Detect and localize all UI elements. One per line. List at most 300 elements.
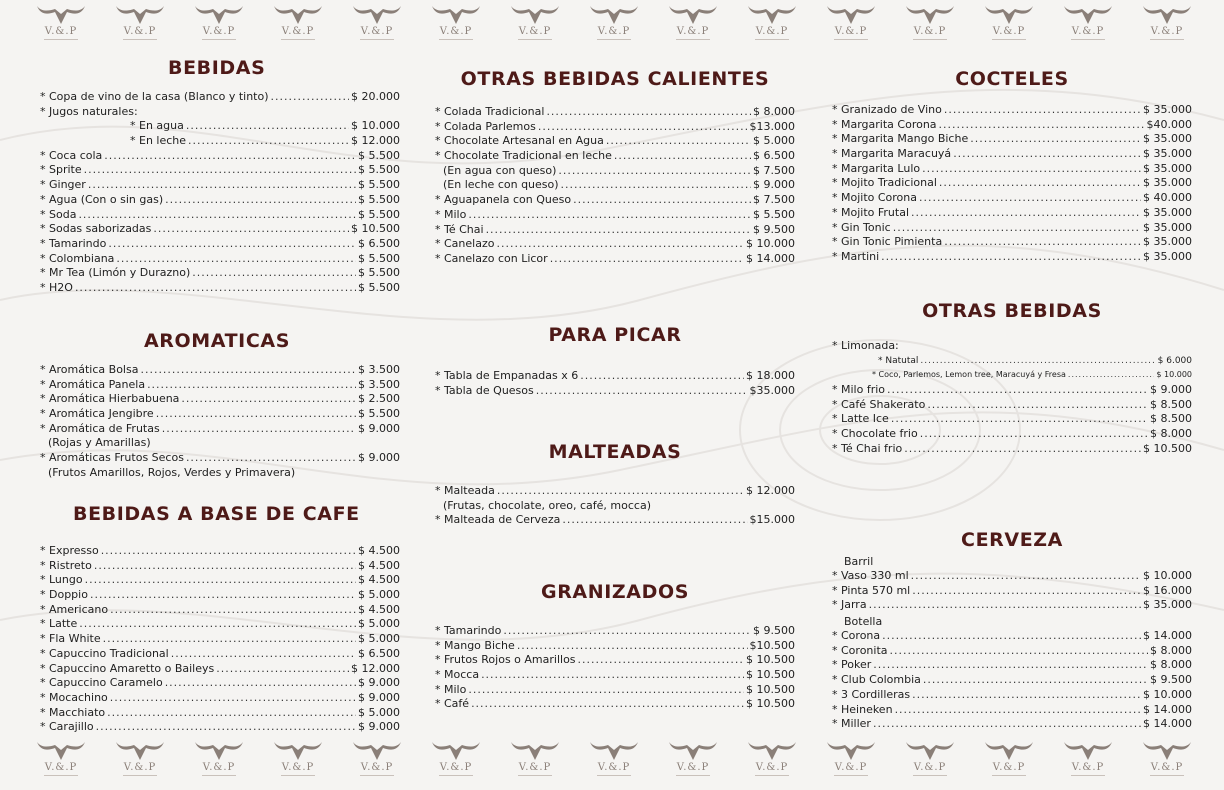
item-name: * Heineken <box>832 702 893 716</box>
item-name: * Coronita <box>832 643 888 657</box>
menu-item <box>40 617 400 632</box>
menu-item <box>435 178 795 193</box>
dot-leader <box>481 668 744 683</box>
dot-leader <box>192 266 356 281</box>
dot-leader <box>538 120 748 135</box>
dot-leader <box>517 639 748 654</box>
bull-horns-icon <box>430 738 482 762</box>
menu-item <box>435 208 795 223</box>
logo-tagline-line <box>1071 775 1105 776</box>
dot-leader <box>912 584 1141 599</box>
dot-leader <box>110 691 356 706</box>
dot-leader <box>75 281 356 296</box>
item-name: * Mocca <box>435 668 480 682</box>
dot-leader <box>923 673 1148 688</box>
dot-leader <box>181 392 356 407</box>
item-price: $ 12.000 <box>746 484 795 497</box>
menu-item <box>435 484 795 499</box>
item-name: * Sprite <box>40 163 82 177</box>
item-name: * Jarra <box>832 598 867 612</box>
logo-text: V.&.P <box>281 762 315 773</box>
logo-text: V.&.P <box>1150 26 1184 37</box>
bull-horns-icon <box>1062 2 1114 26</box>
menu-item <box>832 398 1192 413</box>
dot-leader <box>573 193 751 208</box>
menu-item <box>832 658 1192 673</box>
dot-leader <box>944 103 1141 118</box>
item-name: (En agua con queso) <box>443 163 557 177</box>
item-price: $ 8.000 <box>1150 658 1192 672</box>
section-title: PARA PICAR <box>548 324 682 346</box>
menu-item <box>832 176 1192 191</box>
item-price: $ 14.000 <box>1143 702 1192 716</box>
dot-leader <box>497 484 744 499</box>
logo-tagline-line <box>123 775 157 776</box>
dot-leader <box>912 688 1141 703</box>
menu-item <box>40 163 400 178</box>
logo-text: V.&.P <box>597 26 631 37</box>
dot-leader <box>156 407 356 422</box>
dot-leader <box>895 703 1141 718</box>
menu-item <box>40 720 400 735</box>
menu-item <box>435 653 795 668</box>
logo-tagline-line <box>1150 39 1184 40</box>
logo-text: V.&.P <box>439 762 473 773</box>
item-name: * Sodas saborizadas <box>40 222 152 236</box>
logo-tagline-line <box>834 39 868 40</box>
menu-item <box>435 369 795 384</box>
dot-leader <box>561 178 751 193</box>
menu-column-3 <box>832 52 1192 740</box>
dot-leader <box>107 706 356 721</box>
item-name: * Chocolate frio <box>832 427 918 441</box>
item-price: $ 8.000 <box>753 105 795 118</box>
item-price: $10.500 <box>749 638 795 652</box>
logo-text: V.&.P <box>123 762 157 773</box>
dot-leader <box>578 653 744 668</box>
bull-logo <box>189 738 249 784</box>
item-price: $ 6.500 <box>753 149 795 163</box>
item-name: * Capuccino Caramelo <box>40 676 163 690</box>
bull-horns-icon <box>193 2 245 26</box>
menu-item <box>435 668 795 683</box>
bull-logo <box>1137 738 1197 784</box>
dot-leader <box>165 193 356 208</box>
logo-text: V.&.P <box>518 26 552 37</box>
item-price: $ 10.500 <box>746 653 795 667</box>
menu-item <box>832 688 1192 703</box>
bull-horns-icon <box>667 738 719 762</box>
menu-item <box>435 384 795 399</box>
dot-leader <box>84 163 356 178</box>
menu-item <box>832 250 1192 265</box>
item-name: * En agua <box>130 119 184 133</box>
logo-tagline-line <box>755 775 789 776</box>
menu-item <box>435 683 795 698</box>
item-price: $ 10.500 <box>746 668 795 682</box>
item-price: $ 5.500 <box>358 207 400 221</box>
item-price: $ 10.000 <box>746 237 795 251</box>
bull-logo <box>505 2 565 48</box>
item-name: * Soda <box>40 207 77 221</box>
bull-logo <box>347 738 407 784</box>
menu-column-1 <box>40 52 400 740</box>
menu-item <box>40 662 400 677</box>
section-cocteles <box>832 67 1192 265</box>
bull-logo <box>1058 2 1118 48</box>
dot-leader <box>890 644 1149 659</box>
dot-leader <box>271 90 350 105</box>
menu-item <box>40 392 400 407</box>
bull-logo <box>31 2 91 48</box>
menu-item <box>435 149 795 164</box>
item-list <box>832 339 1192 457</box>
dot-leader <box>558 164 751 179</box>
dot-leader <box>922 162 1141 177</box>
logo-tagline-line <box>597 39 631 40</box>
item-name: * 3 Cordilleras <box>832 687 911 701</box>
menu-item <box>832 569 1192 584</box>
logo-text: V.&.P <box>1071 762 1105 773</box>
item-name: * Poker <box>832 658 872 672</box>
menu-item <box>435 193 795 208</box>
menu-item <box>832 427 1192 442</box>
logo-text: V.&.P <box>755 26 789 37</box>
item-price: $ 5.500 <box>358 163 400 177</box>
section-title: COCTELES <box>955 68 1069 90</box>
logo-text: V.&.P <box>755 762 789 773</box>
menu-item <box>832 703 1192 718</box>
item-name: * Aromática de Frutas <box>40 421 160 435</box>
item-name: * H2O <box>40 280 73 294</box>
bull-horns-icon <box>1141 2 1193 26</box>
dot-leader <box>147 378 356 393</box>
menu-item <box>832 717 1192 732</box>
bull-logo <box>900 738 960 784</box>
item-name: * Expresso <box>40 544 99 557</box>
menu-item <box>832 132 1192 147</box>
item-name: * Macchiato <box>40 705 106 719</box>
logo-text: V.&.P <box>597 762 631 773</box>
item-name: * Aromática Hierbabuena <box>40 392 180 406</box>
logo-tagline-line <box>676 39 710 40</box>
item-name: * Capuccino Amaretto o Baileys <box>40 661 215 675</box>
item-name: * Fla White <box>40 632 101 646</box>
item-name: * Copa de vino de la casa (Blanco y tinto) <box>40 90 269 103</box>
bull-logo <box>268 738 328 784</box>
item-name: * Ginger <box>40 178 86 192</box>
item-name: * Coca cola <box>40 148 103 162</box>
item-name: * Colada Tradicional <box>435 105 545 118</box>
section-title: GRANIZADOS <box>541 581 689 603</box>
bull-horns-icon <box>509 2 561 26</box>
bull-horns-icon <box>272 2 324 26</box>
logo-tagline-line <box>202 775 236 776</box>
dot-leader <box>186 119 349 134</box>
dot-leader <box>536 384 748 399</box>
item-list <box>435 369 795 398</box>
logo-text: V.&.P <box>439 26 473 37</box>
bull-horns-icon <box>114 738 166 762</box>
logo-tagline-line <box>281 39 315 40</box>
logo-tagline-line <box>834 775 868 776</box>
bull-logo <box>742 2 802 48</box>
dot-leader <box>887 383 1148 398</box>
dot-leader <box>882 629 1141 644</box>
item-price: $ 6.000 <box>1157 355 1192 366</box>
menu-item <box>40 237 400 252</box>
dot-leader <box>970 132 1141 147</box>
bull-logo <box>979 738 1039 784</box>
bull-horns-icon <box>904 738 956 762</box>
menu-item <box>40 573 400 588</box>
logo-tagline-line <box>676 775 710 776</box>
item-name: * Carajillo <box>40 720 94 734</box>
item-price: $ 10.500 <box>1143 441 1192 455</box>
menu-item <box>40 90 400 105</box>
item-name: * Jugos naturales: <box>40 104 138 118</box>
item-name: * Aromática Bolsa <box>40 363 139 376</box>
logo-text: V.&.P <box>123 26 157 37</box>
item-name: * Latte Ice <box>832 412 889 426</box>
menu-item <box>40 266 400 281</box>
dot-leader <box>927 398 1148 413</box>
item-name: * Gin Tonic Pimienta <box>832 235 943 249</box>
bull-horns-icon <box>272 738 324 762</box>
logo-text: V.&.P <box>202 26 236 37</box>
item-price: $ 5.500 <box>358 148 400 162</box>
item-price: $ 10.500 <box>351 222 400 236</box>
menu-item <box>40 706 400 721</box>
dot-leader <box>471 697 744 712</box>
bull-logo <box>347 2 407 48</box>
logo-text: V.&.P <box>834 26 868 37</box>
section-aromaticas <box>40 329 400 481</box>
section-title: BEBIDAS A BASE DE CAFE <box>73 503 360 525</box>
menu-item <box>435 223 795 238</box>
bull-horns-icon <box>667 2 719 26</box>
item-name: * Capuccino Tradicional <box>40 646 169 660</box>
item-price: $ 6.500 <box>358 236 400 250</box>
menu-item <box>40 119 400 134</box>
item-name: * Chocolate Tradicional en leche <box>435 149 612 163</box>
dot-leader <box>893 221 1141 236</box>
menu-item <box>40 193 400 208</box>
bull-horns-icon <box>509 738 561 762</box>
dot-leader <box>90 588 356 603</box>
item-name: * Café Shakerato <box>832 397 926 411</box>
dot-leader <box>873 717 1141 732</box>
bull-logo <box>110 2 170 48</box>
item-name: * Mr Tea (Limón y Durazno) <box>40 266 191 280</box>
dot-leader <box>101 544 356 559</box>
item-price: $ 6.500 <box>358 646 400 660</box>
logo-text: V.&.P <box>44 762 78 773</box>
menu-item <box>40 149 400 164</box>
menu-item <box>40 105 400 120</box>
section-otras-bebidas-calientes <box>435 67 795 267</box>
item-name: * Tamarindo <box>40 236 107 250</box>
item-price: $ 12.000 <box>351 134 400 148</box>
item-name: * Aromática Panela <box>40 377 146 391</box>
bull-logo <box>663 738 723 784</box>
menu-item <box>832 235 1192 250</box>
item-name: * Mocachino <box>40 690 108 704</box>
item-price: $ 9.500 <box>753 624 795 637</box>
section-title: AROMATICAS <box>144 330 290 352</box>
item-name: * Tamarindo <box>435 624 502 637</box>
menu-item <box>435 624 795 639</box>
item-name: * Mango Biche <box>435 638 515 652</box>
logo-text: V.&.P <box>44 26 78 37</box>
item-price: $ 12.000 <box>351 661 400 675</box>
item-list <box>832 103 1192 265</box>
menu-item <box>40 222 400 237</box>
item-price: $ 8.000 <box>1150 643 1192 657</box>
dot-leader <box>920 354 1155 369</box>
dot-leader <box>165 676 356 691</box>
menu-item <box>40 451 400 466</box>
menu-item <box>832 598 1192 613</box>
item-price: $ 8.000 <box>1150 427 1192 441</box>
bull-logo <box>31 738 91 784</box>
menu-item <box>832 629 1192 644</box>
dot-leader <box>562 513 747 528</box>
item-name: * Milo <box>435 207 467 221</box>
item-name: * Aromática Jengibre <box>40 407 154 421</box>
bull-logo <box>426 738 486 784</box>
item-name: * Milo <box>435 682 467 696</box>
item-note: (Frutos Amarillos, Rojos, Verdes y Primavera) <box>48 465 296 479</box>
item-name: * Coco, Parlemos, Lemon tree, Maracuyá y Fresa <box>872 370 1066 380</box>
dot-leader <box>873 658 1148 673</box>
dot-leader <box>78 208 356 223</box>
item-price: $ 35.000 <box>1143 147 1192 161</box>
item-name: * Té Chai <box>435 222 484 236</box>
menu-item <box>832 221 1192 236</box>
bull-horns-icon <box>588 2 640 26</box>
menu-item <box>40 691 400 706</box>
item-name: * Milo frio <box>832 383 886 397</box>
menu-item <box>832 383 1192 398</box>
item-price: $ 9.000 <box>753 178 795 192</box>
item-list <box>832 569 1192 613</box>
bull-logo <box>663 2 723 48</box>
bull-horns-icon <box>430 2 482 26</box>
dot-leader <box>919 191 1141 206</box>
dot-leader <box>468 208 751 223</box>
menu-item <box>40 281 400 296</box>
menu-item <box>832 644 1192 659</box>
dot-leader <box>188 134 349 149</box>
dot-leader <box>1068 368 1154 383</box>
item-name: * Mojito Corona <box>832 191 918 205</box>
bull-logo <box>742 738 802 784</box>
menu-item <box>40 603 400 618</box>
logo-text: V.&.P <box>676 26 710 37</box>
dot-leader <box>920 427 1148 442</box>
item-name: * En leche <box>130 134 187 148</box>
menu-item <box>40 178 400 193</box>
logo-tagline-line <box>518 775 552 776</box>
section-bebidas <box>40 56 400 296</box>
section-title: BEBIDAS <box>168 57 266 79</box>
item-name: * Mojito Tradicional <box>832 176 937 190</box>
bull-logo <box>189 2 249 48</box>
menu-item <box>435 164 795 179</box>
item-price: $ 35.000 <box>1143 132 1192 146</box>
item-price: $40.000 <box>1146 117 1192 131</box>
item-name: * Canelazo <box>435 237 495 251</box>
item-price: $ 8.500 <box>1150 397 1192 411</box>
item-name: * Gin Tonic <box>832 220 891 234</box>
bull-logo <box>584 2 644 48</box>
item-price: $ 14.000 <box>1143 629 1192 643</box>
bull-logo <box>110 738 170 784</box>
menu-item <box>40 208 400 223</box>
group-label-botella: Botella <box>844 615 883 629</box>
item-price: $ 7.500 <box>753 193 795 207</box>
item-price: $ 14.000 <box>1143 717 1192 731</box>
bull-horns-icon <box>746 738 798 762</box>
item-name: * Martini <box>832 249 880 263</box>
item-name: * Aguapanela con Queso <box>435 193 572 207</box>
menu-item <box>40 544 400 559</box>
menu-item <box>832 368 1192 383</box>
dot-leader <box>186 451 356 466</box>
item-price: $ 35.000 <box>1143 103 1192 116</box>
dot-leader <box>140 363 356 378</box>
logo-tagline-line <box>1071 39 1105 40</box>
logo-text: V.&.P <box>992 762 1026 773</box>
item-price: $ 4.500 <box>358 558 400 572</box>
menu-item <box>832 206 1192 221</box>
item-list <box>40 90 400 296</box>
item-price: $ 5.000 <box>358 632 400 646</box>
item-list <box>40 544 400 735</box>
item-price: $ 35.000 <box>1143 235 1192 249</box>
logo-text: V.&.P <box>360 26 394 37</box>
logo-text: V.&.P <box>676 762 710 773</box>
menu-item <box>40 407 400 422</box>
item-note: (Rojas y Amarillas) <box>48 436 151 450</box>
dot-leader <box>911 569 1141 584</box>
bull-logo <box>426 2 486 48</box>
dot-leader <box>110 603 356 618</box>
item-price: $ 9.500 <box>1150 673 1192 687</box>
item-list <box>832 629 1192 732</box>
bull-horns-icon <box>351 738 403 762</box>
item-name: * Margarita Corona <box>832 117 937 131</box>
item-price: $13.000 <box>749 119 795 133</box>
item-price: $ 8.500 <box>1150 412 1192 426</box>
item-price: $ 14.000 <box>746 251 795 265</box>
bull-logo <box>1058 738 1118 784</box>
item-price: $ 3.500 <box>358 377 400 391</box>
menu-item <box>40 422 400 437</box>
item-name: * Club Colombia <box>832 673 921 687</box>
item-name: * Americano <box>40 602 109 616</box>
logo-text: V.&.P <box>992 26 1026 37</box>
dot-leader <box>486 223 751 238</box>
bull-horns-icon <box>983 2 1035 26</box>
logo-text: V.&.P <box>913 26 947 37</box>
dot-leader <box>216 662 349 677</box>
menu-item <box>40 588 400 603</box>
item-price: $ 35.000 <box>1143 598 1192 612</box>
item-name: * Tabla de Empanadas x 6 <box>435 369 579 382</box>
item-name: * Aromáticas Frutos Secos <box>40 451 184 465</box>
